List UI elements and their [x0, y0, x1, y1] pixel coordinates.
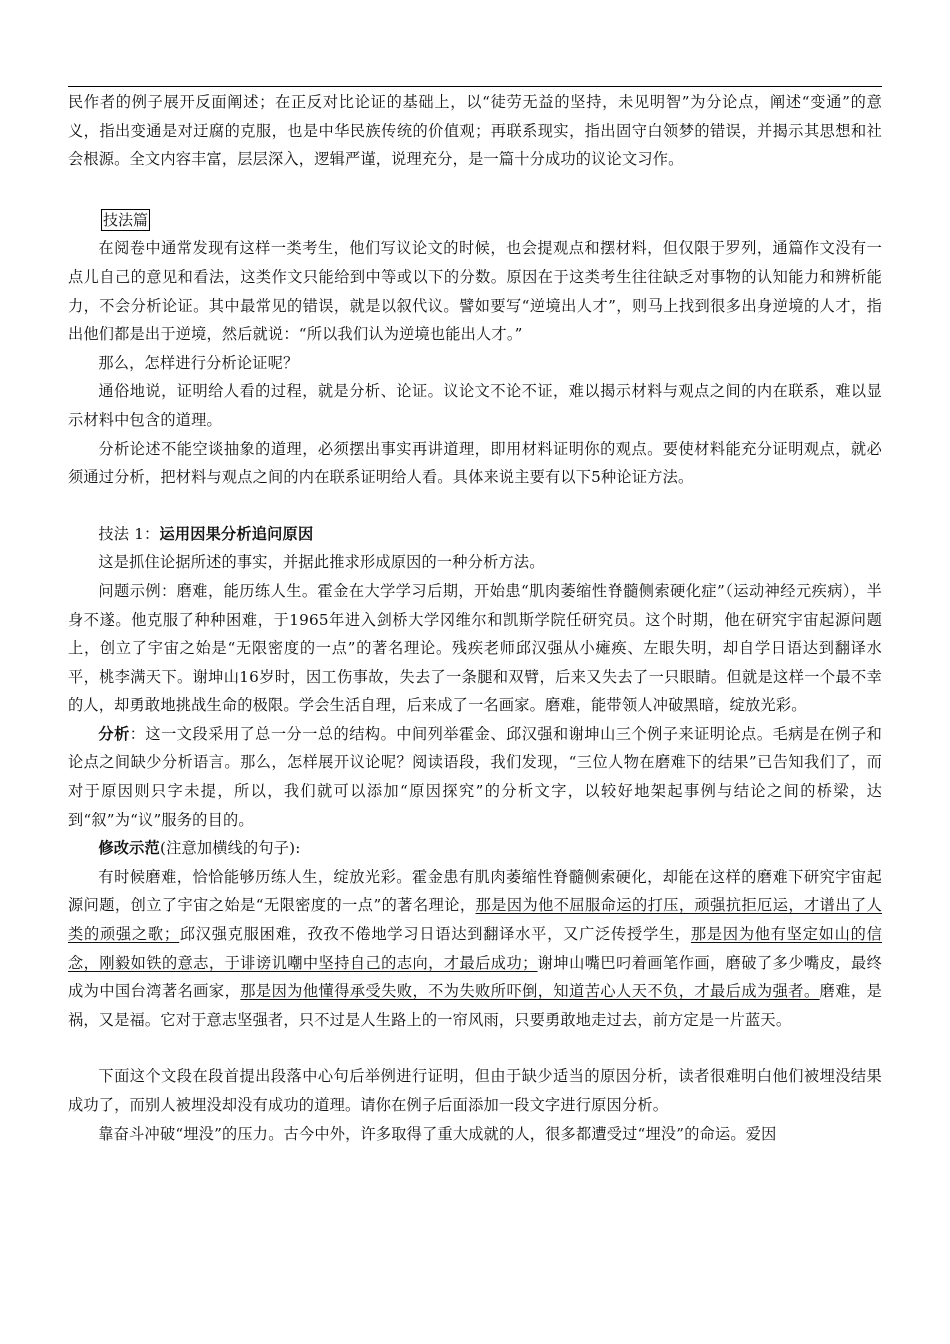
spacer: [68, 492, 882, 520]
revision-note: (注意加横线的句子):: [159, 839, 301, 858]
section-paragraph: 通俗地说，证明给人看的过程，就是分析、论证。议论文不论不证，难以揭示材料与观点之间的内在联系，难以显示材料中包含的道理。: [68, 382, 882, 429]
revision-segment: 有时候磨难，恰恰能够历练人生，绽放光彩。霍金患有肌肉萎缩性脊髓侧索硬化，却能在这样的磨难下研究宇宙起源问题，创立了宇宙之始是“无限密度的一点”的著名理论，: [68, 867, 882, 915]
exercise-passage: 靠奋斗冲破“埋没”的压力。古今中外，许多取得了重大成就的人，很多都遭受过“埋没”的命运。爱因: [98, 1124, 777, 1143]
underlined-reason-sentence: 那是因为他有坚定如山的信念，刚毅如铁的意志，于诽谤讥嘲中坚持自己的志向，才最后成功；: [68, 925, 882, 972]
section-paragraph: 那么，怎样进行分析论证呢？: [98, 353, 299, 372]
problem-example: 问题示例：磨难，能历练人生。霍金在大学学习后期，开始患“肌肉萎缩性脊髓侧索硬化症”（运动神经元疾病），半身不遂。他克服了种种困难，于1965年进入剑桥大学冈维尔和凯斯学院任研究员。这个时期，他在研究宇宙起源问题上，创立了宇宙之始是“无限密度的一点”的著名理论。残疾老师邱汉强从小瘫痪、左眼失明，却自学日语达到翻译水平，桃李满天下。谢坤山16岁时，因工伤事故，失去了一条腿和双臂，后来又失去了一只眼睛。但就是这样一个最不幸的人，却勇敢地挑战生命的极限。学会生活自理，后来成了一名画家。磨难，能带领人冲破黑暗，绽放光彩。: [68, 581, 882, 715]
document-page: [68, 86, 882, 1148]
section-heading: [101, 206, 882, 235]
spacer: [68, 1034, 882, 1062]
technique-description: 这是抓住论据所述的事实，并据此推求形成原因的一种分析方法。: [98, 553, 545, 572]
analysis-paragraph: [68, 720, 882, 834]
revision-example: [68, 863, 882, 1035]
technique-heading: [68, 520, 882, 549]
technique-label-prefix: 技法 1：: [98, 524, 160, 543]
analysis-label: 分析: [98, 724, 130, 743]
revision-label: 修改示范: [98, 839, 160, 858]
underlined-reason-sentence: 那是因为他懂得承受失败，不为失败所吓倒，知道苦心人天不负，才最后成为强者。: [240, 982, 820, 1001]
analysis-text: ：这一文段采用了总一分一总的结构。中间列举霍金、邱汉强和谢坤山三个例子来证明论点。毛病是在例子和论点之间缺少分析语言。那么，怎样展开议论呢？阅读语段，我们发现，“三位人物在磨难下的结果”已告知我们了，而对于原因则只字未提，所以，我们就可以添加“原因探究”的分析文字，以较好地架起事例与结论之间的桥梁，达到“叙”为“议”服务的目的。: [68, 724, 882, 829]
revision-segment: 磨难，是祸，又是福。它对于意志坚强者，只不过是人生路上的一帘风雨，只要勇敢地走过去，前方定是一片蓝天。: [68, 982, 882, 1029]
underlined-reason-sentence: 那是因为他不屈服命运的打压，顽强抗拒厄运，才谱出了人类的顽强之歌；: [68, 896, 882, 944]
section-title-box: 技法篇: [103, 210, 149, 229]
section-paragraph: 在阅卷中通常发现有这样一类考生，他们写议论文的时候，也会提观点和摆材料，但仅限于罗列，通篇作文没有一点儿自己的意见和看法，这类作文只能给到中等或以下的分数。原因在于这类考生往往缺乏对事物的认知能力和辨析能力，不会分析论证。其中最常见的错误，就是以叙代议。譬如要写“逆境出人才”，则马上找到很多出身逆境的人才，指出他们都是出于逆境，然后就说：“所以我们认为逆境也能出人才。”: [68, 239, 882, 344]
spacer: [68, 174, 882, 202]
exercise-instruction: 下面这个文段在段首提出段落中心句后举例进行证明，但由于缺少适当的原因分析，读者很难明白他们被埋没结果成功了，而别人被埋没却没有成功的道理。请你在例子后面添加一段文字进行原因分析。: [68, 1067, 882, 1114]
section-paragraph: 分析论述不能空谈抽象的道理，必须摆出事实再讲道理，即用材料证明你的观点。要使材料能充分证明观点，就必须通过分析，把材料与观点之间的内在联系证明给人看。具体来说主要有以下5种论证方法。: [68, 439, 882, 487]
technique-title: 运用因果分析追问原因: [159, 524, 314, 543]
revision-segment: 邱汉强克服困难，孜孜不倦地学习日语达到翻译水平，又广泛传授学生，: [179, 925, 691, 944]
revision-segment: 谢坤山嘴巴叼着画笔作画，磨破了多少嘴皮，最终成为中国台湾著名画家，: [68, 953, 882, 1001]
intro-paragraph: 民作者的例子展开反面阐述；在正反对比论证的基础上，以“徒劳无益的坚持，未见明智”为分论点，阐述“变通”的意义，指出变通是对迂腐的克服，也是中华民族传统的价值观；再联系现实，指出固守白领梦的错误，并揭示其思想和社会根源。全文内容丰富，层层深入，逻辑严谨，说理充分，是一篇十分成功的议论文习作。: [68, 93, 882, 169]
revision-heading: [68, 834, 882, 863]
